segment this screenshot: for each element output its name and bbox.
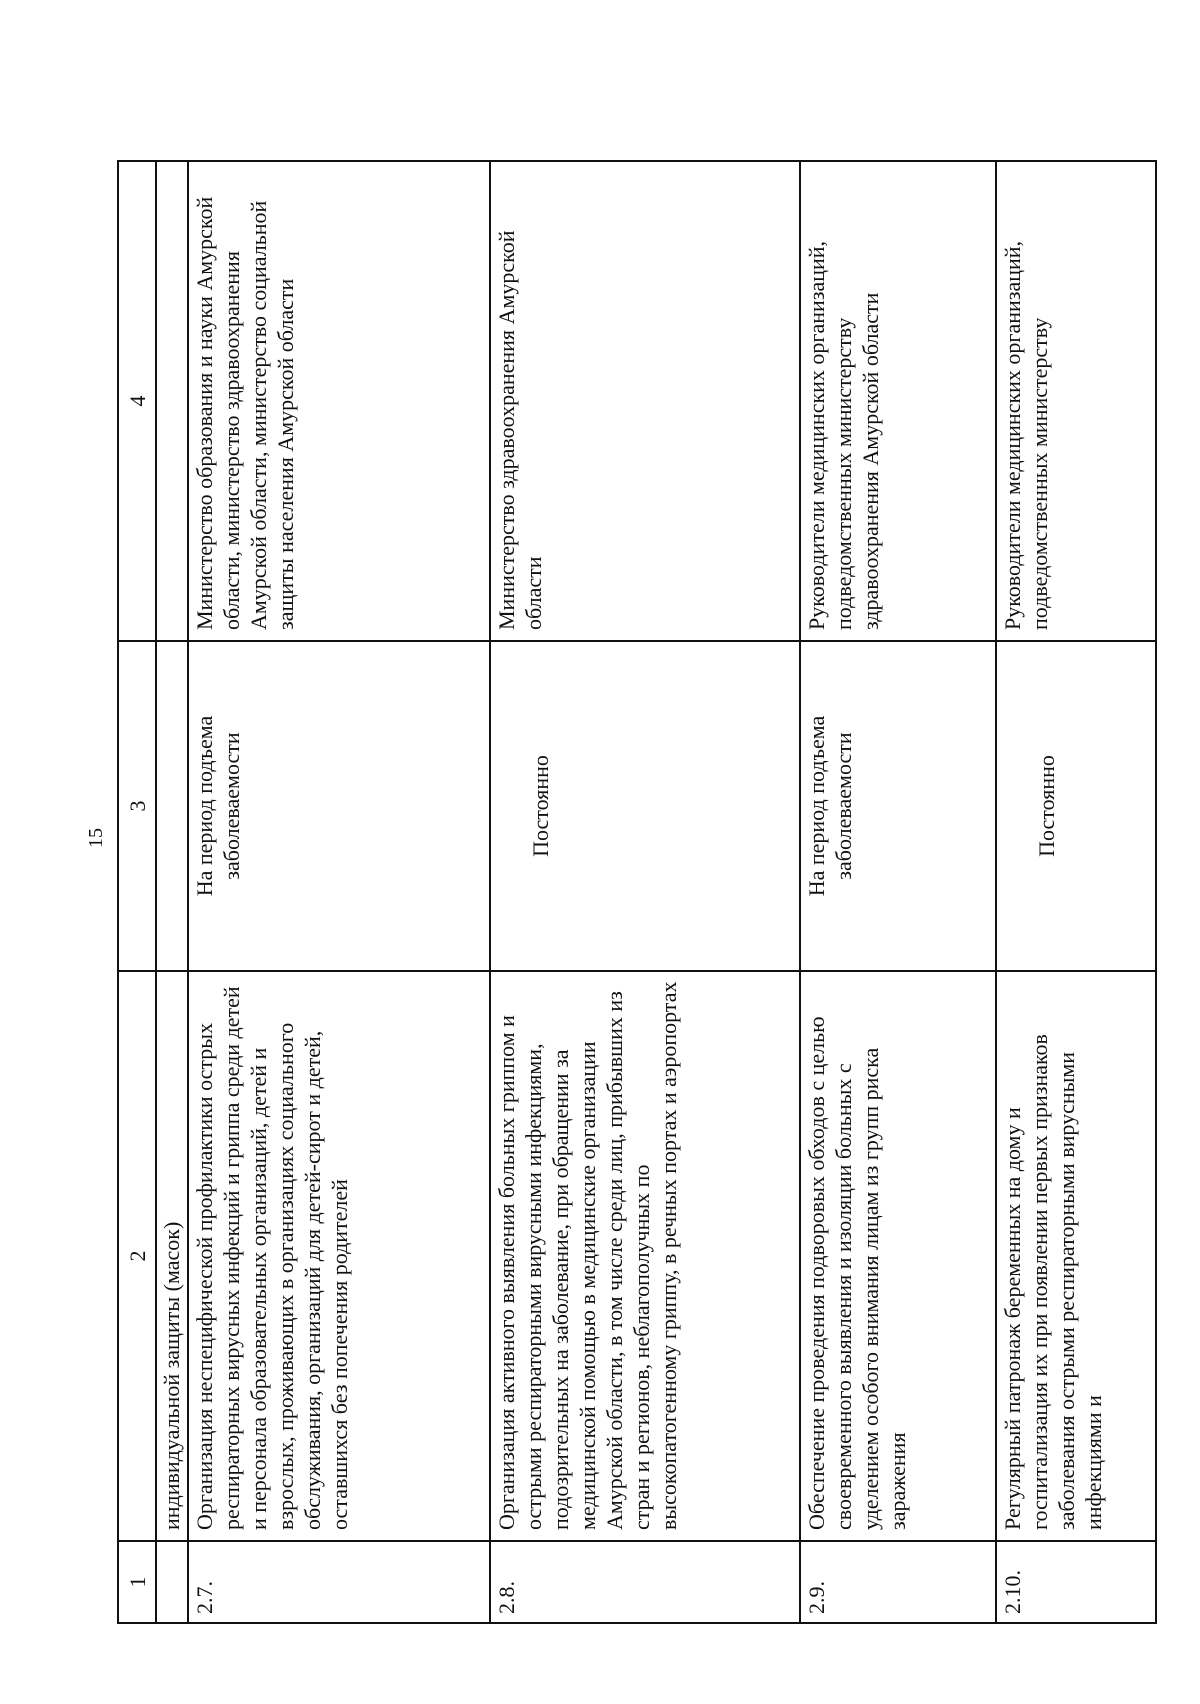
- measures-table: [117, 160, 1157, 1624]
- item-number: 2.10.: [996, 1541, 1156, 1623]
- item-measure: Обеспечение проведения подворовых обходов с целью своевременного выявления и изоляции больных с уделением особого внимания лицам из групп риска заражения: [800, 971, 996, 1541]
- item-deadline: Постоянно: [490, 641, 800, 971]
- item-measure: Регулярный патронаж беременных на дому и госпитализация их при появлении первых признаков заболевания острыми респираторными вирусными инфекциями и: [996, 971, 1156, 1541]
- item-measure: Организация неспецифической профилактики острых респираторных вирусных инфекций и гриппа среди детей и персонала образовательных организаций, детей и взрослых, проживающих в организациях социального обслуживания, организаций для детей-сирот и детей, оставшихся без попечения родителей: [188, 971, 490, 1541]
- page-number: 15: [85, 828, 107, 848]
- item-deadline: Постоянно: [996, 641, 1156, 971]
- item-number: 2.7.: [188, 1541, 490, 1623]
- column-header-4: 4: [118, 161, 156, 641]
- item-measure: Организация активного выявления больных гриппом и острыми респираторными вирусными инфекциями, подозрительных на заболевание, при обращении за медицинской помощью в медицинские организации Амурской области, в том числе среди лиц, прибывших из стран и регионов, неблагополучных по высокопатогенному гриппу, в речных портах и аэропортах: [490, 971, 800, 1541]
- table-cell-empty: [156, 641, 188, 971]
- item-responsible: Руководители медицинских организаций, подведомственных министерству: [996, 161, 1156, 641]
- table-header-row: [118, 161, 156, 1623]
- table-row-continuation: [156, 161, 188, 1623]
- item-number: 2.8.: [490, 1541, 800, 1623]
- measures-table-container: [117, 162, 1106, 1624]
- table-cell-empty: [156, 161, 188, 641]
- table-row: [996, 161, 1156, 1623]
- item-number: 2.9.: [800, 1541, 996, 1623]
- column-header-3: 3: [118, 641, 156, 971]
- item-deadline: На период подъема заболеваемости: [800, 641, 996, 971]
- item-responsible: Руководители медицинских организаций, подведомственных министерству здравоохранения Амурской области: [800, 161, 996, 641]
- table-cell-empty: [156, 1541, 188, 1623]
- item-responsible: Министерство здравоохранения Амурской области: [490, 161, 800, 641]
- item-deadline: На период подъема заболеваемости: [188, 641, 490, 971]
- item-responsible: Министерство образования и науки Амурской области, министерство здравоохранения Амурской области, министерство социальной защиты населения Амурской области: [188, 161, 490, 641]
- table-row: [490, 161, 800, 1623]
- column-header-1: 1: [118, 1541, 156, 1623]
- table-row: [800, 161, 996, 1623]
- table-row: [188, 161, 490, 1623]
- continuation-text: индивидуальной защиты (масок): [156, 971, 188, 1541]
- column-header-2: 2: [118, 971, 156, 1541]
